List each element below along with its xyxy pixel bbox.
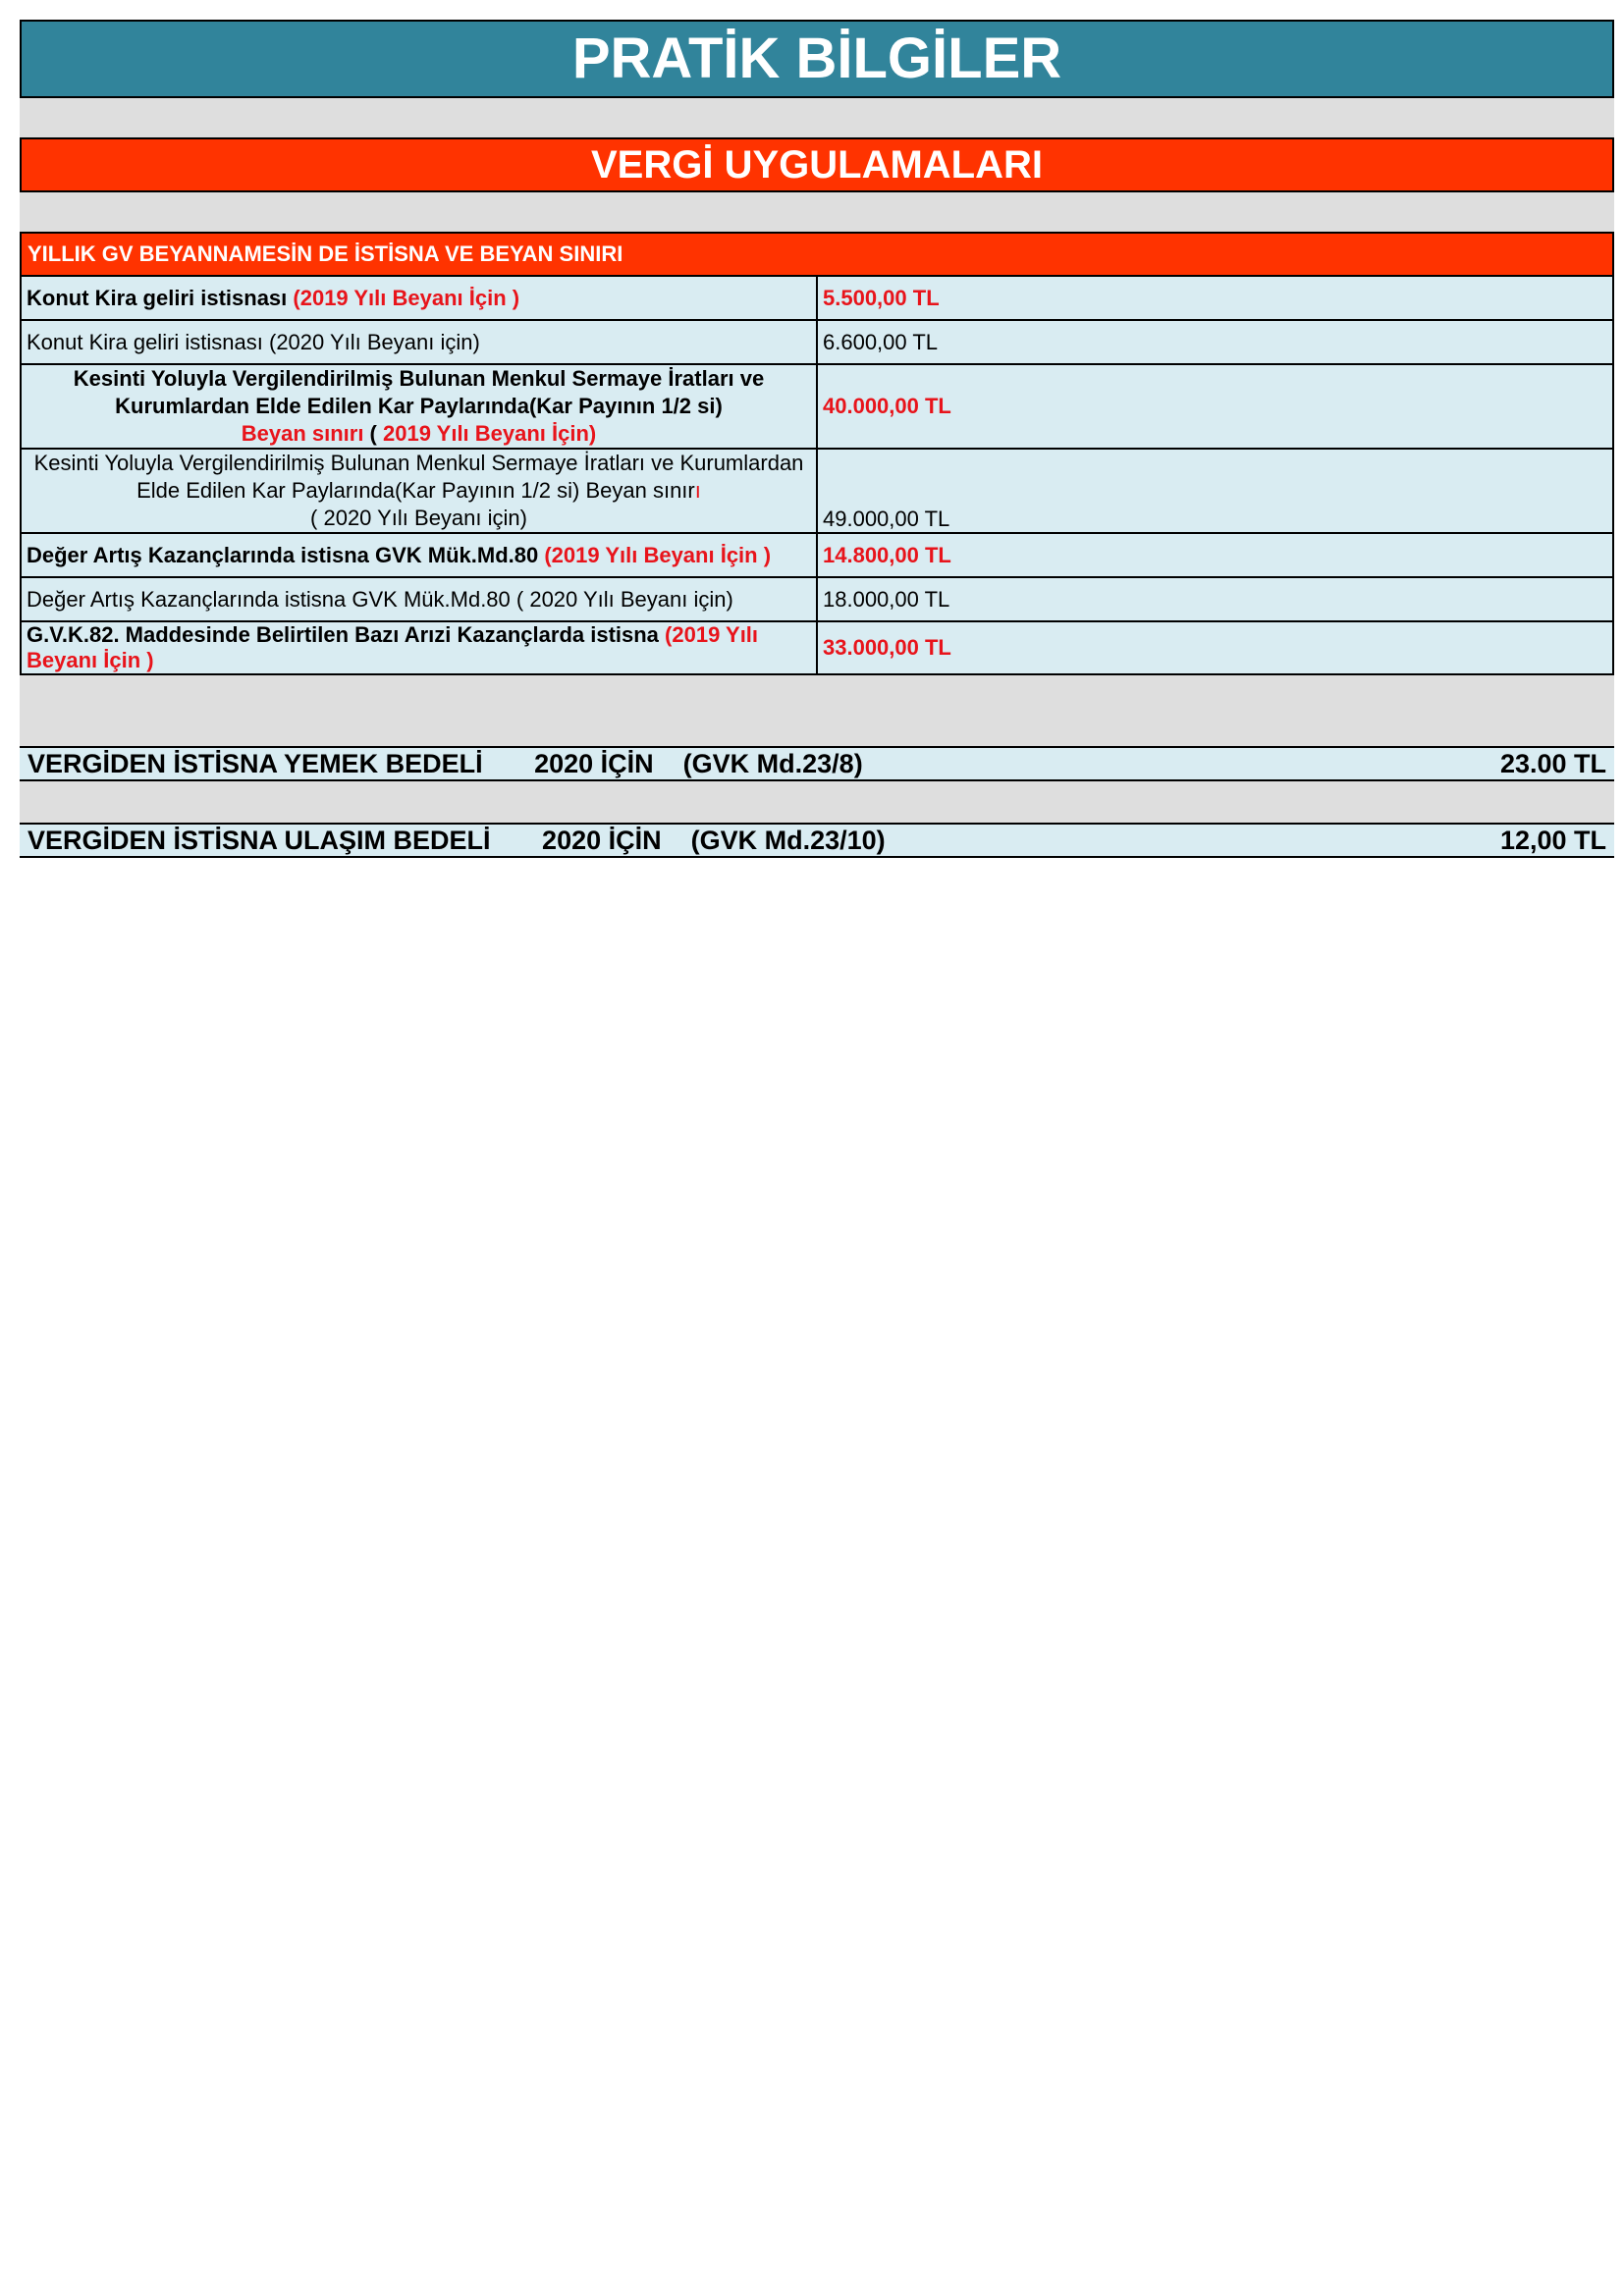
row-label: Konut Kira geliri istisnası (2020 Yılı Beyanı için) <box>21 320 817 364</box>
transport-allowance-label: VERGİDEN İSTİSNA ULAŞIM BEDELİ 2020 İÇİN (GVK Md.23/10) <box>27 826 886 855</box>
page-title: PRATİK BİLGİLER <box>20 20 1614 98</box>
row-label: Değer Artış Kazançlarında istisna GVK Mük.Md.80 (2019 Yılı Beyanı İçin ) <box>21 533 817 577</box>
row-label: G.V.K.82. Maddesinde Belirtilen Bazı Arızi Kazançlarda istisna (2019 Yılı Beyanı İçin ) <box>21 621 817 674</box>
exemption-table <box>20 232 1614 728</box>
spacer-band <box>20 98 1614 137</box>
spacer-band <box>20 675 1614 746</box>
table-row <box>21 533 1613 577</box>
row-label: Kesinti Yoluyla Vergilendirilmiş Bulunan Menkul Sermaye İratları ve Kurumlardan Elde Edilen Kar Paylarında(Kar Payının 1/2 si) Beyan sınırı ( 2020 Yılı Beyanı için) <box>21 449 817 533</box>
spacer-band <box>20 192 1614 232</box>
table-row <box>21 364 1613 449</box>
section-subtitle: VERGİ UYGULAMALARI <box>20 137 1614 192</box>
spacer-band <box>20 781 1614 823</box>
row-value: 40.000,00 TL <box>817 364 1613 449</box>
row-value: 14.800,00 TL <box>817 533 1613 577</box>
table-title: YILLIK GV BEYANNAMESİN DE İSTİSNA VE BEYAN SINIRI <box>21 233 1613 276</box>
row-value: 49.000,00 TL <box>817 449 1613 533</box>
table-row <box>21 276 1613 320</box>
row-value: 6.600,00 TL <box>817 320 1613 364</box>
table-row <box>21 577 1613 621</box>
table-row <box>21 320 1613 364</box>
meal-allowance-row <box>20 746 1614 781</box>
row-value: 18.000,00 TL <box>817 577 1613 621</box>
transport-allowance-row <box>20 823 1614 858</box>
transport-allowance-value: 12,00 TL <box>1499 826 1606 855</box>
meal-allowance-value: 23.00 TL <box>1499 749 1606 778</box>
table-row <box>21 621 1613 674</box>
meal-allowance-label: VERGİDEN İSTİSNA YEMEK BEDELİ 2020 İÇİN (GVK Md.23/8) <box>27 749 863 778</box>
row-value: 33.000,00 TL <box>817 621 1613 674</box>
row-value: 5.500,00 TL <box>817 276 1613 320</box>
row-label: Konut Kira geliri istisnası (2019 Yılı Beyanı İçin ) <box>21 276 817 320</box>
table-header-row <box>21 233 1613 276</box>
table-row <box>21 449 1613 533</box>
row-label: Kesinti Yoluyla Vergilendirilmiş Bulunan Menkul Sermaye İratları ve Kurumlardan Elde Edilen Kar Paylarında(Kar Payının 1/2 si) Beyan sınırı ( 2019 Yılı Beyanı İçin) <box>21 364 817 449</box>
row-label: Değer Artış Kazançlarında istisna GVK Mük.Md.80 ( 2020 Yılı Beyanı için) <box>21 577 817 621</box>
